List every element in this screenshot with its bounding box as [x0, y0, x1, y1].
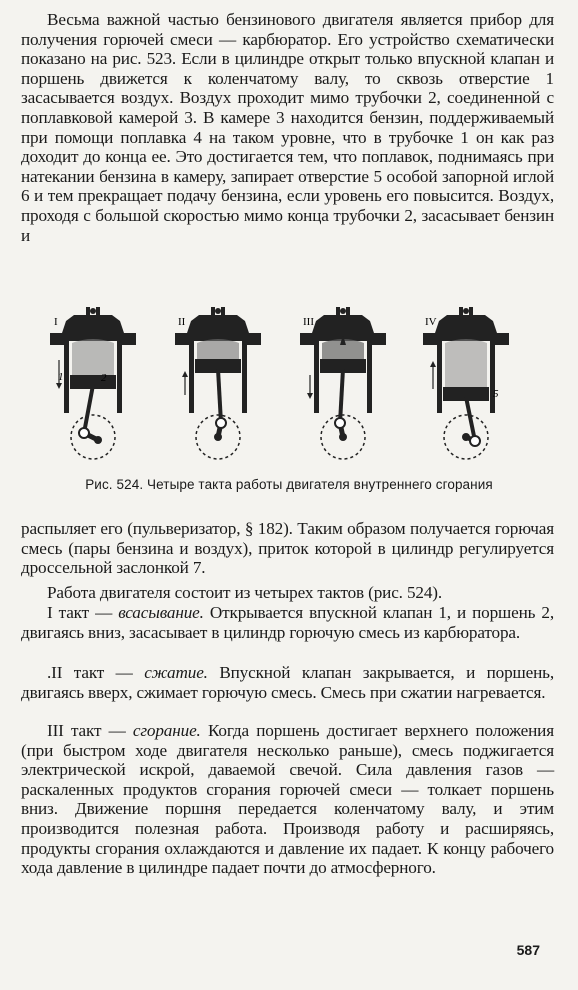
label-inlet: 1 — [58, 371, 64, 383]
stroke-panel-2 — [175, 307, 261, 459]
label-piston: 2 — [101, 372, 107, 384]
figure-caption: Рис. 524. Четыре такта работы двигателя внутреннего сгорания — [85, 477, 493, 492]
panel-label-3: III — [303, 316, 314, 328]
paragraph-four-strokes: Работа двигателя состоит из четырех тактов (рис. 524). — [47, 583, 443, 602]
stroke-panel-1 — [50, 307, 136, 459]
page-number: 587 — [516, 942, 540, 958]
paragraph-carburetor: Весьма важной частью бензинового двигателя является прибор для получения горючей смеси — карбюратор. Его устройство схематически показано на рис. 523. Если в цилиндре открыт только впускной клапан и поршень движется к коленчатому валу, то сквозь отверстие 1 засасывается воздух. Воздух проходит мимо трубочки 2, соединенной с поплавковой камерой 3. В камере 3 находится бензин, поддерживаемый при помощи поплавка 4 на таком уровне, что в трубочке 1 он как раз доходит до конца ее. Это достигается тем, что поплавок, поднимаясь при натекании бензина в камеру, запирает отверстие 5 особой запорной иглой 6 и тем прекращает подачу бензина, если уровень его повысится. Воздух, проходя с большой скоростью мимо конца трубочки 2, засасывает бензин и — [21, 10, 554, 245]
paragraph-stroke-3 — [21, 721, 554, 878]
panel-label-4: IV — [425, 316, 437, 328]
stroke-3-name: сгорание. — [132, 721, 201, 740]
panel-label-1: I — [54, 316, 58, 328]
label-exhaust: 5 — [493, 388, 499, 400]
stroke-panel-3 — [300, 307, 386, 459]
stroke-2-text: Впускной клапан закрывается, и поршень, двигаясь вверх, сжимает горючую смесь. Смесь при сжатии нагревается. — [21, 663, 554, 702]
stroke-1-prefix: I такт — — [47, 603, 119, 622]
stroke-3-text: Когда поршень достигает верхнего положения (при быстром ходе двигателя несколько раньше), смесь поджигается электрической искрой, даваемой свечой. Сила давления газов — раскаленных продуктов сгорания горючей смеси — толкает поршень вниз. Движение поршня передается коленчатому валу, и этим производится полезная работа. Производя работу и расширяясь, продукты сгорания охлаждаются и давление их падает. К концу рабочего хода давление в цилиндре падает почти до атмосферного. — [21, 721, 554, 878]
stroke-2-name: сжатие. — [144, 663, 208, 682]
paragraph-stroke-1 — [21, 603, 554, 642]
stroke-1-name: всасывание. — [118, 603, 204, 622]
paragraph-mixture: распыляет его (пульверизатор, § 182). Таким образом получается горючая смесь (пары бензина и воздух), приток которой в цилиндр регулируется дроссельной заслонкой 7. — [21, 519, 554, 578]
stroke-3-prefix: III такт — — [47, 721, 133, 740]
stroke-panel-4 — [423, 307, 509, 459]
engine-strokes-figure — [45, 305, 540, 470]
stroke-2-prefix: .II такт — — [47, 663, 145, 682]
stroke-1-text: Открывается впускной клапан 1, и поршень 2, двигаясь вниз, засасывает в цилиндр горючую смесь из карбюратора. — [21, 603, 555, 642]
paragraph-stroke-2 — [21, 663, 554, 702]
panel-label-2: II — [178, 316, 186, 328]
